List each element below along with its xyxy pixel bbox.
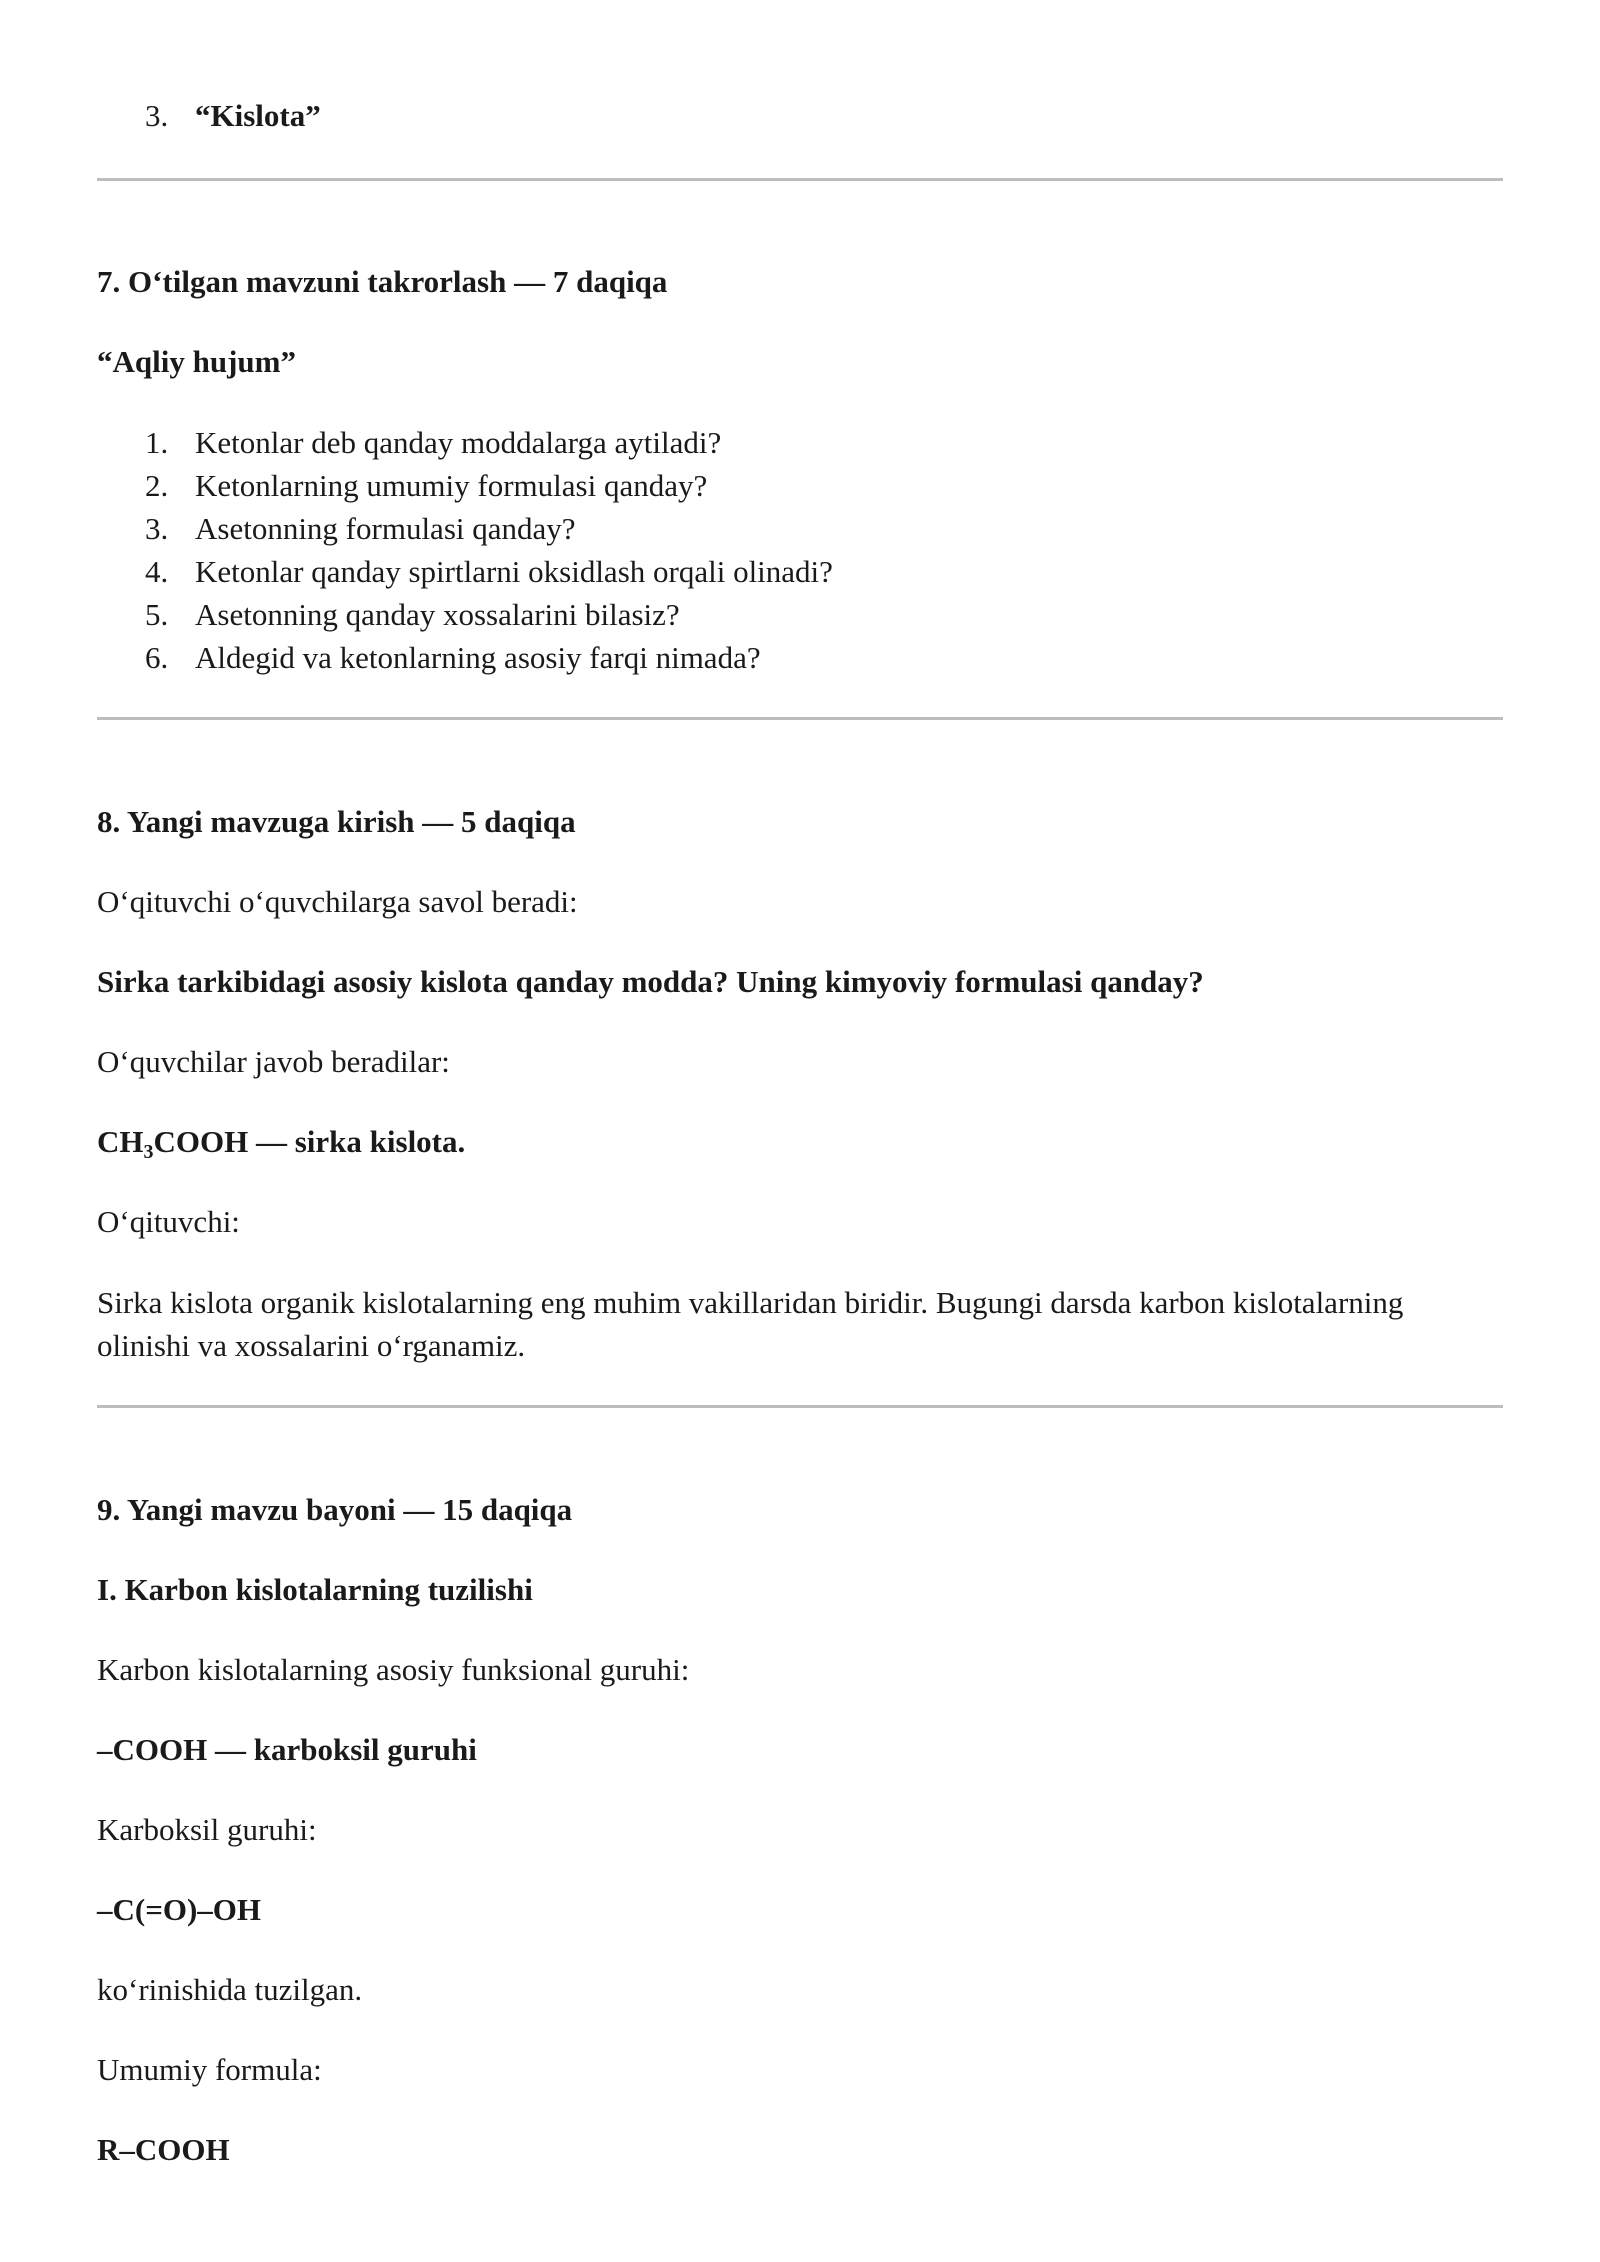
paragraph: ko‘rinishida tuzilgan. [97,1972,363,2007]
section-divider [97,1405,1503,1408]
section-9-heading: 9. Yangi mavzu bayoni — 15 daqiqa [97,1492,573,1527]
formula-subscript: 3 [143,1141,154,1163]
method-title: “Aqliy hujum” [97,344,296,379]
list-item [97,636,1503,679]
paragraph: Sirka kislota organik kislotalarning eng muhim vakillaridan biridir. Bugungi darsda karbon kislotalarning olinishi va xossalarini o‘rganamiz. [97,1285,1404,1363]
list-number: 3. [145,98,169,133]
paragraph: Umumiy formula: [97,2052,322,2087]
list-item [97,507,1503,550]
list-text: “Kislota” [195,98,321,133]
teacher-question: Sirka tarkibidagi asosiy kislota qanday modda? Uning kimyoviy formulasi qanday? [97,964,1204,999]
list-number: 1. [145,425,169,460]
list-text: Ketonlarning umumiy formulasi qanday? [195,468,708,503]
list-number: 2. [145,468,169,503]
section-7-heading: 7. O‘tilgan mavzuni takrorlash — 7 daqiqa [97,264,668,299]
structure-formula: –C(=O)–OH [97,1892,262,1927]
list-text: Aldegid va ketonlarning asosiy farqi nimada? [195,640,761,675]
functional-group: –COOH — karboksil guruhi [97,1732,477,1767]
paragraph: O‘qituvchi: [97,1204,240,1239]
list-number: 5. [145,597,169,632]
list-number: 4. [145,554,169,589]
question-list [97,421,1503,679]
section-divider [97,178,1503,181]
formula-part: COOH — sirka kislota. [153,1124,466,1159]
paragraph: O‘quvchilar javob beradilar: [97,1044,450,1079]
formula-answer [97,1120,1503,1163]
list-item [97,421,1503,464]
list-item [97,464,1503,507]
list-text: Asetonning formulasi qanday? [195,511,576,546]
formula-part: CH [97,1124,144,1159]
list-text: Ketonlar qanday spirtlarni oksidlash orqali olinadi? [195,554,833,589]
list-item [97,94,1503,137]
section-8-heading: 8. Yangi mavzuga kirish — 5 daqiqa [97,804,576,839]
list-item [97,550,1503,593]
subheading: I. Karbon kislotalarning tuzilishi [97,1572,533,1607]
list-text: Ketonlar deb qanday moddalarga aytiladi? [195,425,722,460]
top-list [97,94,1503,137]
list-number: 6. [145,640,169,675]
general-formula: R–COOH [97,2132,230,2167]
section-divider [97,717,1503,720]
paragraph: O‘qituvchi o‘quvchilarga savol beradi: [97,884,578,919]
list-item [97,593,1503,636]
list-text: Asetonning qanday xossalarini bilasiz? [195,597,680,632]
list-number: 3. [145,511,169,546]
paragraph: Karbon kislotalarning asosiy funksional guruhi: [97,1652,690,1687]
paragraph: Karboksil guruhi: [97,1812,317,1847]
